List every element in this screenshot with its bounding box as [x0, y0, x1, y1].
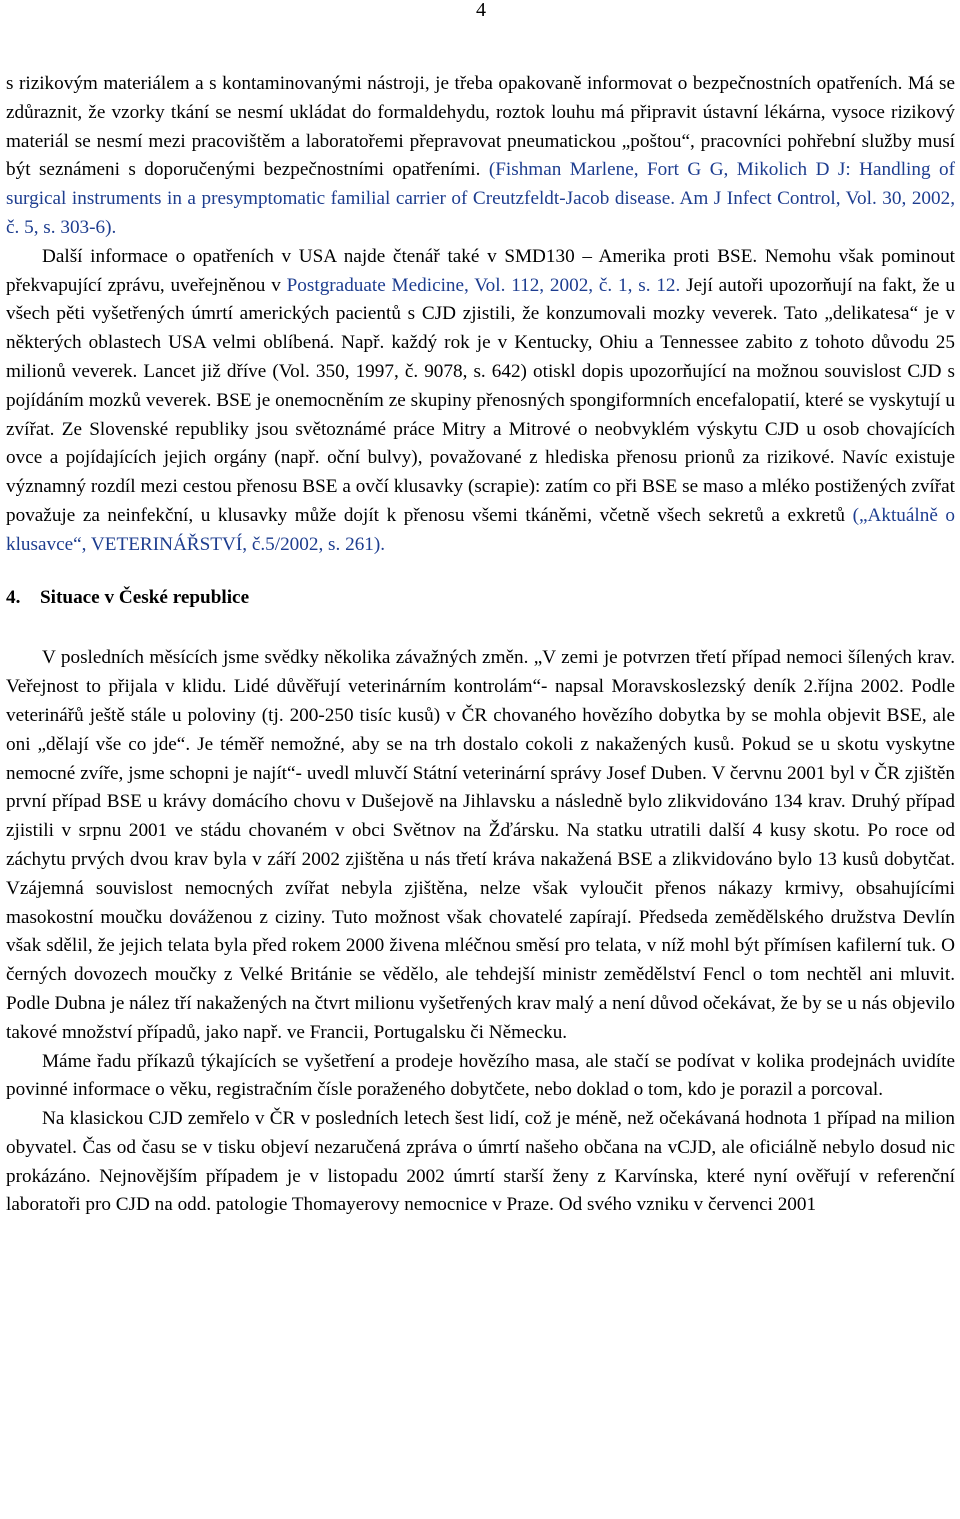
paragraph-text: Její autoři upozorňují na fakt, že u všech pěti vyšetřených úmrtí amerických pacientů s CJD zjistili, že konzumovali mozky veverek. Tato „delikatesa“ je v některých oblastech USA velmi oblíbená. Např. každý rok je v Kentucky, Ohiu a Tennessee zabito z tohoto důvodu 25 milionů veverek. Lancet již dříve (Vol. 350, 1997, č. 9078, s. 642) otiskl dopis upozorňující na možnou souvislost CJD s pojídáním mozků veverek. BSE je onemocněním ze skupiny přenosných spongiformních encefalopatií, které se vyskytují u zvířat. Ze Slovenské republiky jsou světoznámé práce Mitry a Mitrové o neobvyklém výskytu CJD u osob chovajících ovce a pojídajících jejich orgány (např. oční bulvy), považované z hlediska přenosu prionů za rizikové. Navíc existuje významný rozdíl mezi cestou přenosu BSE a ovčí klusavky (scrapie): zatím co při BSE se maso a mléko postižených zvířat považuje za neinfekční, u klusavky může dojít k přenosu všemi tkáněmi, včetně všech sekretů a exkretů	[6, 274, 955, 526]
paragraph-czech-situation: V posledních měsících jsme svědky několika závažných změn. „V zemi je potvrzen třetí případ nemoci šílených krav. Veřejnost to přijala v klidu. Lidé důvěřují veterinárním kontrolám“- napsal Moravskoslezský deník 2.října 2002. Podle veterinářů ještě stále u poloviny (tj. 200-250 tisíc kusů) v ČR chovaného hovězího dobytka by se mohla objevit BSE, ale oni „dělají vše co jde“. Je téměř nemožné, aby se na trh dostalo cokoli z nakažených kusů. Pokud se u skotu vyskytne nemocné zvíře, jsme schopni je najít“- uvedl mluvčí Státní veterinární správy Josef Duben. V červnu 2001 byl v ČR zjištěn první případ BSE u krávy domácího chovu v Dušejově na Jihlavsku a následně bylo zlikvidováno 134 krav. Druhý případ zjistili v srpnu 2001 ve stádu chovaném v obci Světnov na Žďársku. Na statku utratili další 4 kusy skotu. Po roce od záchytu prvých dvou krav byla v září 2002 zjištěna u nás třetí kráva nakažená BSE a zlikvidováno bylo 13 kusů dobytčat. Vzájemná souvislost nemocných zvířat nebyla zjištěna, nelze však vyloučit přenos nákazy krmivy, obsahujícími masokostní moučku dováženou z ciziny. Tuto možnost však chovatelé zapírají. Předseda zemědělského družstva Devlín však sdělil, že jejich telata byla před rokem 2000 živena mléčnou směsí pro telata, v níž mohl být přímísen kafilerní tuk. O černých dovozech moučky z Velké Británie se vědělo, ale tehdejší ministr zemědělství Fencl o tom nechtěl ani mluvit. Podle Dubna je nález tří nakažených na čtvrt milionu vyšetřených krav malý a není důvod očekávat, že by se u nás objevilo takové množství případů, jako např. ve Francii, Portugalsku či Německu.	[6, 647, 955, 1043]
section-title: Situace v České republice	[40, 586, 250, 608]
paragraph-meat-regulations: Máme řadu příkazů týkajících se vyšetření a prodeje hovězího masa, ale stačí se podívat v kolika prodejnách uvidíte povinné informace o věku, registračním čísle poraženého dobytčete, nebo doklad o tom, kdo je porazil a porcoval.	[6, 1050, 955, 1101]
citation-veterinarstvi: („Aktuálně o klusavce“, VETERINÁŘSTVÍ, č.5/2002, s. 261).	[6, 504, 955, 555]
citation-postgraduate-medicine: Postgraduate Medicine, Vol. 112, 2002, č. 1, s. 12.	[286, 274, 681, 296]
section-number: 4.	[6, 586, 21, 608]
paragraph-usa-information	[6, 243, 955, 560]
citation-fishman: (Fishman Marlene, Fort G G, Mikolich D J: Handling of surgical instruments in a presymptomatic familial carrier of Creutzfeldt-Jacob disease. Am J Infect Control, Vol. 30, 2002, č. 5, s. 303-6).	[6, 159, 955, 238]
section-heading	[6, 584, 955, 613]
document-body	[6, 70, 955, 1220]
page-number: 4	[476, 0, 486, 21]
paragraph-text: Další informace o opatřeních v USA najde čtenář také v SMD130 – Amerika proti BSE. Nemohu však pominout překvapující zprávu, uveřejněnou v	[6, 245, 955, 296]
paragraph-text: s rizikovým materiálem a s kontaminovanými nástroji, je třeba opakovaně informovat o bezpečnostních opatřeních. Má se zdůraznit, že vzorky tkání se nesmí ukládat do formaldehydu, roztok louhu má připravit ústavní lékárna, vysoce rizikový materiál se nesmí mezi pracovištěm a laboratořemi přepravovat pneumatickou „poštou“, pracovníci pohřební služby musí být seznámeni s doporučenými bezpečnostními opatřeními.	[6, 73, 955, 181]
paragraph-cjd-cases: Na klasickou CJD zemřelo v ČR v posledních letech šest lidí, což je méně, než očekávaná hodnota 1 případ na milion obyvatel. Čas od času se v tisku objeví nezaručená zpráva o úmrtí našeho občana na vCJD, ale oficiálně nebylo dosud nic prokázáno. Nejnovějším případem je v listopadu 2002 úmrtí starší ženy z Karvínska, které nyní ověřují v referenční laboratoři pro CJD na odd. patologie Thomayerovy nemocnice v Praze. Od svého vzniku v červenci 2001	[6, 1108, 955, 1216]
paragraph-safety-measures	[6, 70, 955, 243]
